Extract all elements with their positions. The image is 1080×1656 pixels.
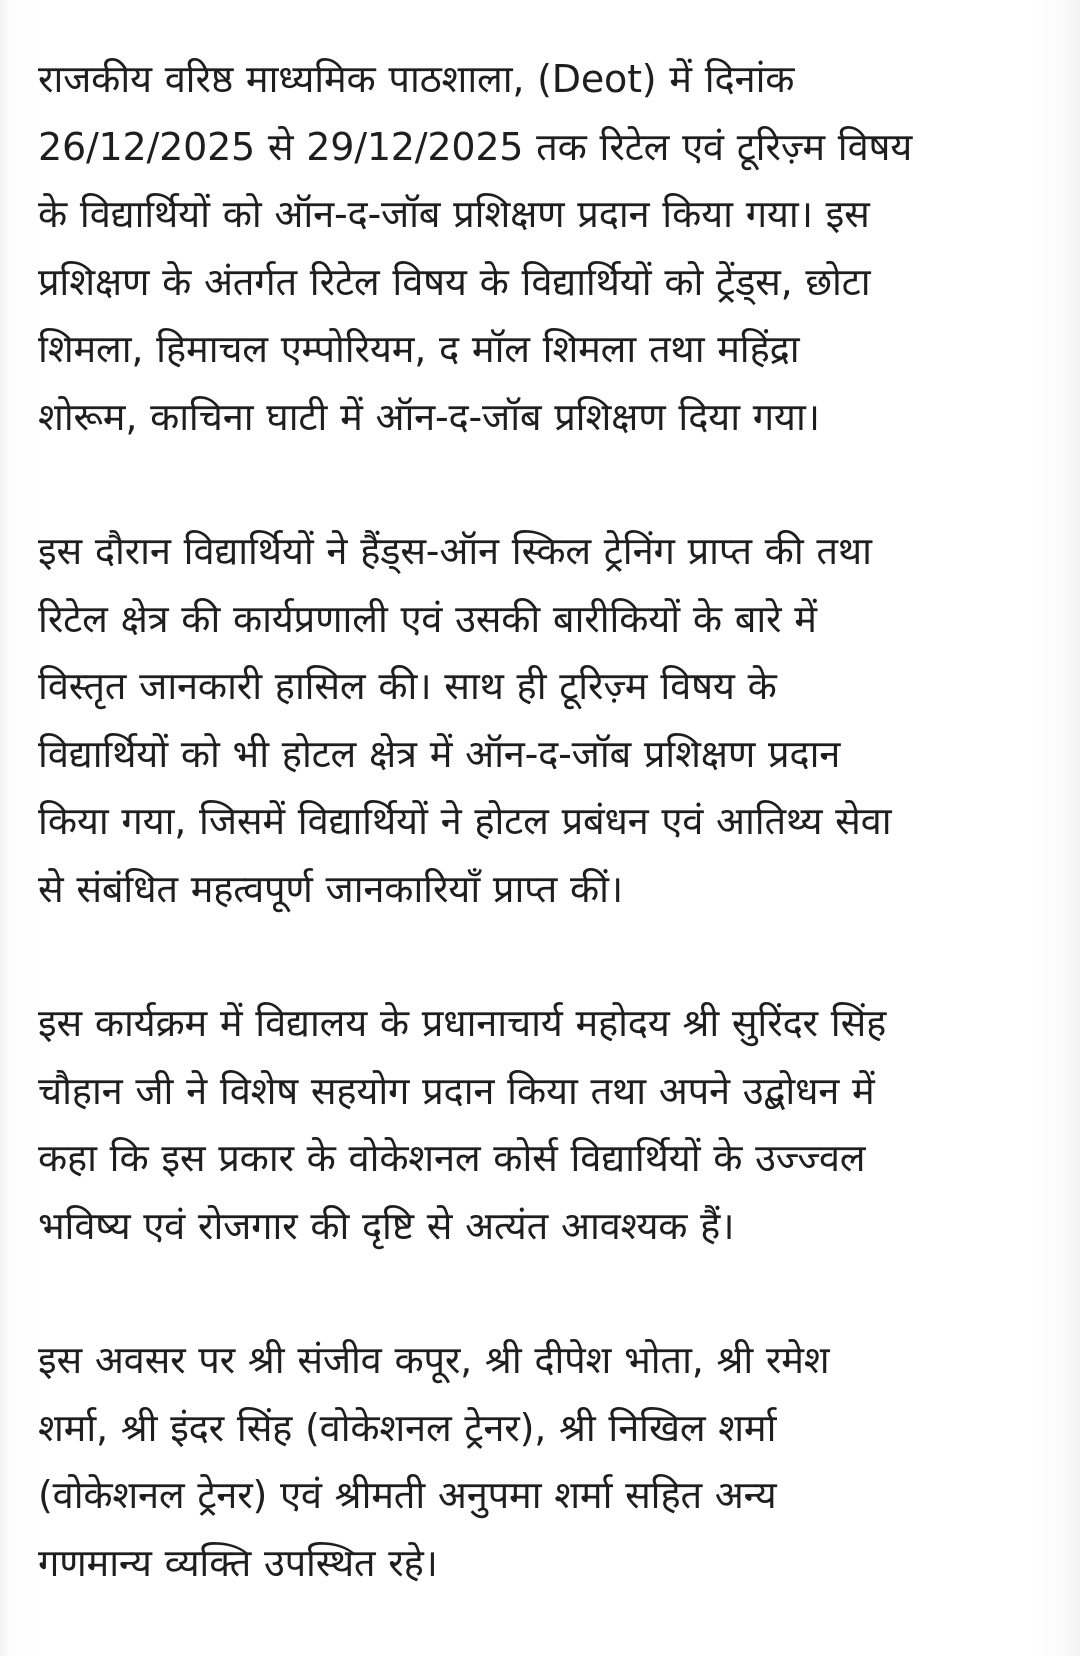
paragraph-spacer xyxy=(38,1260,1040,1327)
text-line: रिटेल क्षेत्र की कार्यप्रणाली एवं उसकी बारीकियों के बारे में xyxy=(38,596,817,641)
text-line: (वोकेशनल ट्रेनर) एवं श्रीमती अनुपमा शर्मा सहित अन्य xyxy=(38,1473,777,1517)
text-line: इस दौरान विद्यार्थियों ने हैंड्स-ऑन स्किल ट्रेनिंग प्राप्त की तथा xyxy=(38,529,872,573)
text-line: के विद्यार्थियों को ऑन-द-जॉब प्रशिक्षण प्रदान किया गया। इस xyxy=(38,192,870,236)
text-line: से संबंधित महत्वपूर्ण जानकारियाँ प्राप्त कीं। xyxy=(38,866,623,911)
paragraph-training-summary xyxy=(38,46,1040,451)
text-line: किया गया, जिसमें विद्यार्थियों ने होटल प्रबंधन एवं आतिथ्य सेवा xyxy=(38,799,892,843)
text-line: चौहान जी ने विशेष सहयोग प्रदान किया तथा अपने उद्बोधन में xyxy=(38,1068,875,1113)
text-line: भविष्य एवं रोजगार की दृष्टि से अत्यंत आवश्यक हैं। xyxy=(38,1203,735,1248)
paragraph-training-details xyxy=(38,518,1040,923)
text-line: इस अवसर पर श्री संजीव कपूर, श्री दीपेश भोता, श्री रमेश xyxy=(38,1338,830,1382)
paragraph-principal-address xyxy=(38,990,1040,1260)
text-line: प्रशिक्षण के अंतर्गत रिटेल विषय के विद्यार्थियों को ट्रेंड्स, छोटा xyxy=(38,259,871,304)
text-line: शिमला, हिमाचल एम्पोरियम, द मॉल शिमला तथा महिंद्रा xyxy=(38,327,800,371)
text-line: विस्तृत जानकारी हासिल की। साथ ही टूरिज़्म विषय के xyxy=(38,664,777,708)
paragraph-spacer xyxy=(38,923,1040,990)
text-line: इस कार्यक्रम में विद्यालय के प्रधानाचार्य महोदय श्री सुरिंदर सिंह xyxy=(38,1001,887,1045)
text-line: विद्यार्थियों को भी होटल क्षेत्र में ऑन-द-जॉब प्रशिक्षण प्रदान xyxy=(38,731,841,776)
text-line: 26/12/2025 से 29/12/2025 तक रिटेल एवं टूरिज़्म विषय xyxy=(38,124,913,169)
text-line: गणमान्य व्यक्ति उपस्थित रहे। xyxy=(38,1540,438,1585)
paragraph-attendees xyxy=(38,1327,1040,1597)
text-line: राजकीय वरिष्ठ माध्यमिक पाठशाला, (Deot) में दिनांक xyxy=(38,57,795,101)
paragraph-spacer xyxy=(38,451,1040,518)
text-line: शोरूम, काचिना घाटी में ऑन-द-जॉब प्रशिक्षण दिया गया। xyxy=(38,394,820,439)
text-line: कहा कि इस प्रकार के वोकेशनल कोर्स विद्यार्थियों के उज्ज्वल xyxy=(38,1136,866,1180)
text-line: शर्मा, श्री इंदर सिंह (वोकेशनल ट्रेनर), श्री निखिल शर्मा xyxy=(38,1405,777,1450)
